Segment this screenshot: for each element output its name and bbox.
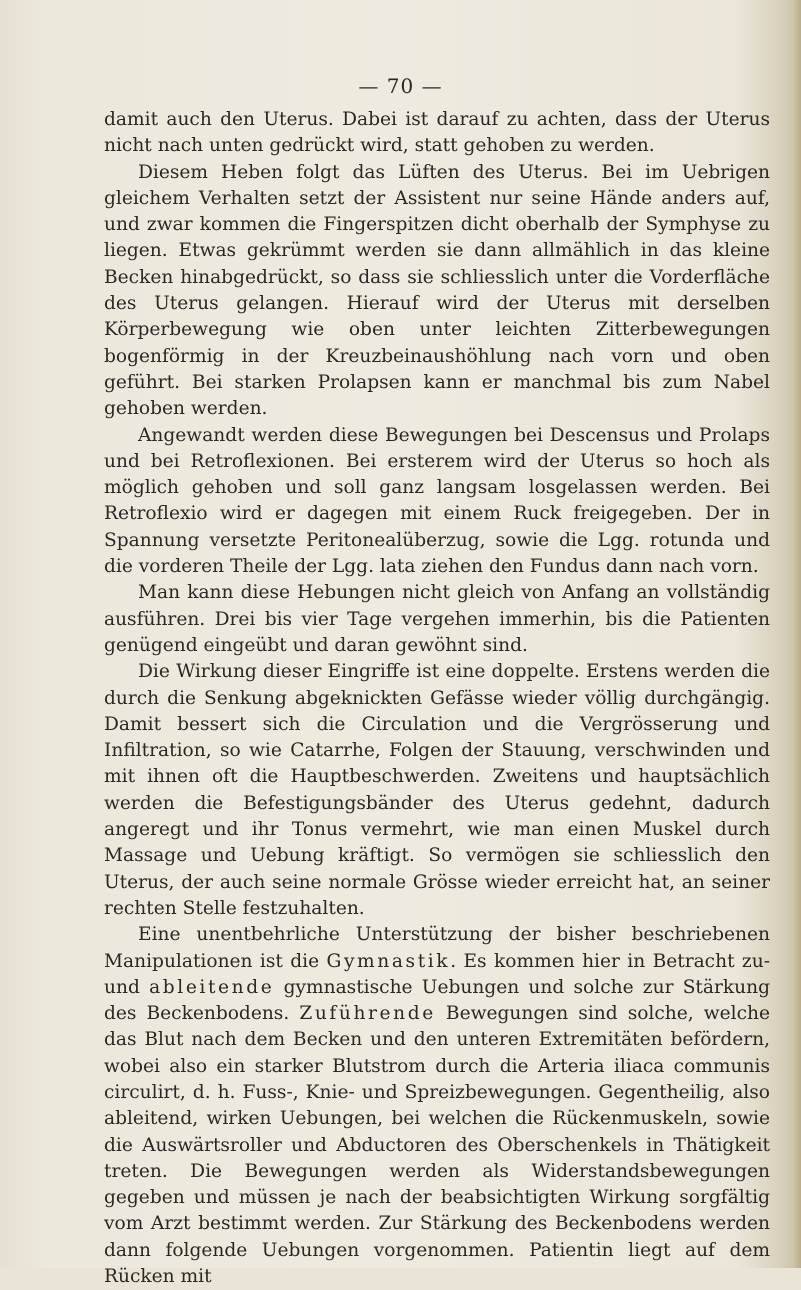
paragraph-4: Man kann diese Hebungen nicht gleich von Anfang an vollständig ausführen. Drei bis vier Tage vergehen immerhin, bis die Patienten genügend eingeübt und daran gewöhnt sind. [104,582,770,656]
page-edge-shadow [787,0,801,1268]
body-text [104,107,770,1290]
paragraph-6-part-1: Eine unentbehrliche Unterstützung der bisher beschriebenen Manipulationen ist die [104,924,770,972]
paragraph-6-part-2: . Es kommen hier in Betracht zu- und [104,950,770,998]
paragraph-6-part-3: gymnastische Uebungen und solche zur Stärkung des Beckenbodens. [104,976,771,1025]
paragraph-6 [104,922,770,1290]
paragraph-6-part-4: Bewegungen sind solche, welche das Blut nach dem Becken und den unteren Extremitäten befördern, wobei also ein starker Blutstrom durch die Arteria iliaca communis circulirt, d. h. Fuss-, Knie- und Spreizbewegungen. Gegentheilig, also ableitend, wirken Uebungen, bei welchen die Rückenmuskeln, sowie die Auswärtsroller und Abductoren des Oberschenkels in Thätigkeit treten. Die Bewegungen werden als Widerstandsbewegungen gegeben und müssen je nach der beabsichtigten Wirkung sorgfältig vom Arzt bestimmt werden. Zur Stärkung des Beckenbodens werden dann folgende Uebungen vorgenommen. Patientin liegt auf dem Rücken mit [104,1003,771,1288]
paragraph-5: Die Wirkung dieser Eingriffe ist eine doppelte. Erstens werden die durch die Senkung abgeknickten Gefässe wieder völlig durchgängig. Damit bessert sich die Circulation und die Vergrösserung und Infiltration, so wie Catarrhe, Folgen der Stauung, verschwinden und mit ihnen oft die Hauptbeschwerden. Zweitens und hauptsächlich werden die Befestigungsbänder des Uterus gedehnt, dadurch angeregt und ihr Tonus vermehrt, wie man einen Muskel durch Massage und Uebung kräftigt. So vermögen sie schliesslich den Uterus, der auch seine normale Grösse wieder erreicht hat, an seiner rechten Stelle festzuhalten. [104,661,770,919]
paragraph-1: damit auch den Uterus. Dabei ist darauf zu achten, dass der Uterus nicht nach unten gedrückt wird, statt gehoben zu werden. [104,109,770,157]
paragraph-2: Diesem Heben folgt das Lüften des Uterus. Bei im Uebrigen gleichem Verhalten setzt der Assistent nur seine Hände anders auf, und zwar kommen die Fingerspitzen dicht oberhalb der Symphyse zu liegen. Etwas gekrümmt werden sie dann allmählich in das kleine Becken hinabgedrückt, so dass sie schliesslich unter die Vorderfläche des Uterus gelangen. Hierauf wird der Uterus mit derselben Körperbewegung wie oben unter leichten Zitterbewegungen bogenförmig in der Kreuzbeinaushöhlung nach vorn und oben geführt. Bei starken Prolapsen kann er manchmal bis zum Nabel gehoben werden. [104,161,770,420]
emphasis-gymnastik: Gymnastik [326,950,451,972]
emphasis-ableitende: ableitende [149,976,275,998]
paragraph-3: Angewandt werden diese Bewegungen bei Descensus und Prolaps und bei Retroflexionen. Bei ersterem wird der Uterus so hoch als möglich gehoben und soll ganz langsam losgelassen werden. Bei Retroflexio wird er dagegen mit einem Ruck freigegeben. Der in Spannung versetzte Peritonealüberzug, sowie die Lgg. rotunda und die vorderen Theile der Lgg. lata ziehen den Fundus dann nach vorn. [104,424,770,578]
page-number: — 70 — [358,74,443,98]
emphasis-zufuehrende: Zuführende [299,1003,436,1025]
